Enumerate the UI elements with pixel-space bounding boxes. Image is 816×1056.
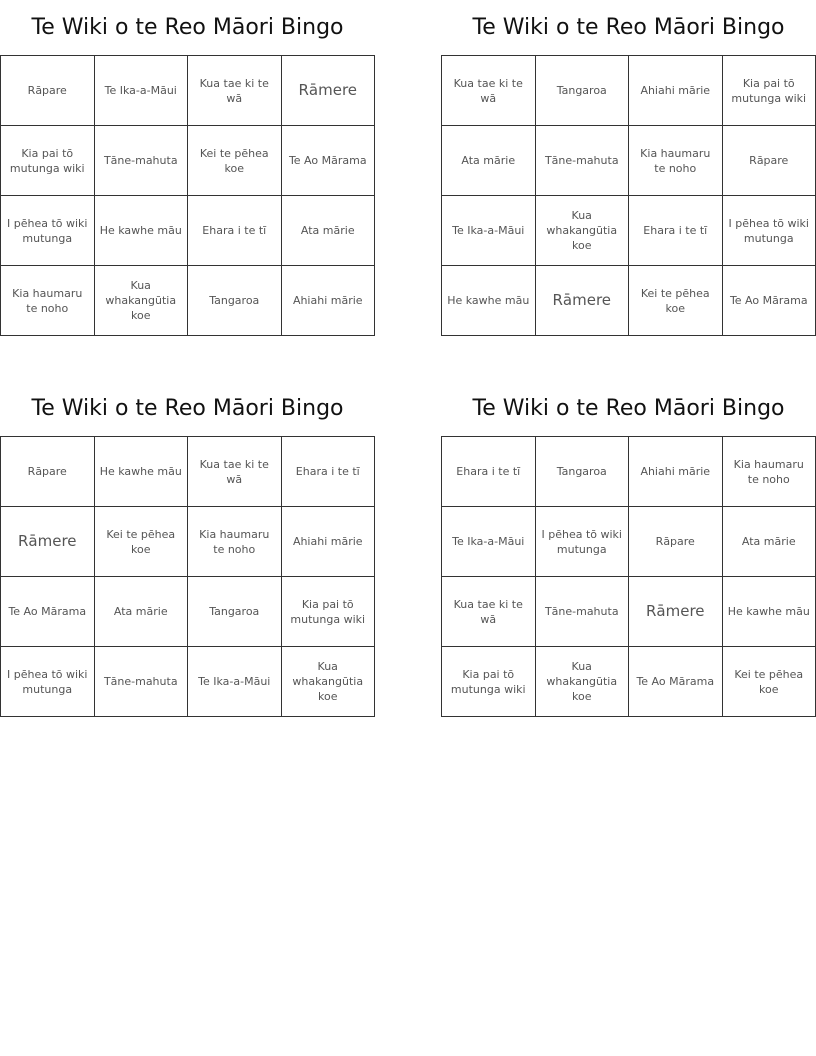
bingo-cell: Ata mārie [442, 126, 536, 196]
bingo-cell: He kawhe māu [95, 196, 189, 266]
bingo-cell: Rāmere [629, 577, 723, 647]
card-title: Te Wiki o te Reo Māori Bingo [31, 15, 344, 40]
bingo-cell: Kei te pēhea koe [723, 647, 816, 717]
bingo-cell: He kawhe māu [442, 266, 536, 336]
bingo-cell: Te Ika-a-Māui [188, 647, 282, 717]
bingo-cell: Ahiahi mārie [282, 266, 376, 336]
bingo-cell: Kia haumaru te noho [629, 126, 723, 196]
bingo-cell: Ahiahi mārie [629, 56, 723, 126]
bingo-cell: Ata mārie [282, 196, 376, 266]
card-title: Te Wiki o te Reo Māori Bingo [472, 15, 785, 40]
bingo-grid [441, 55, 816, 336]
bingo-cell: Tāne-mahuta [536, 126, 630, 196]
bingo-cell: Rāmere [536, 266, 630, 336]
bingo-cell: Kia pai tō mutunga wiki [723, 56, 816, 126]
bingo-cell: Ata mārie [723, 507, 816, 577]
bingo-cell: Tāne-mahuta [95, 126, 189, 196]
bingo-cell: Ehara i te tī [188, 196, 282, 266]
bingo-cell: Te Ika-a-Māui [442, 196, 536, 266]
bingo-cell: Kia haumaru te noho [1, 266, 95, 336]
bingo-cell: Te Ika-a-Māui [95, 56, 189, 126]
bingo-cell: Kia pai tō mutunga wiki [1, 126, 95, 196]
bingo-cell: He kawhe māu [723, 577, 816, 647]
bingo-cell: Tangaroa [536, 56, 630, 126]
bingo-cell: I pēhea tō wiki mutunga [723, 196, 816, 266]
bingo-grid [0, 436, 375, 717]
bingo-cell: Kia pai tō mutunga wiki [282, 577, 376, 647]
bingo-cell: Kia haumaru te noho [723, 437, 816, 507]
bingo-cell: Rāpare [723, 126, 816, 196]
bingo-cell: Ahiahi mārie [282, 507, 376, 577]
bingo-grid [0, 55, 375, 336]
bingo-cell: Tāne-mahuta [95, 647, 189, 717]
bingo-card [0, 0, 375, 322]
bingo-cell: Ata mārie [95, 577, 189, 647]
bingo-cell: Ehara i te tī [442, 437, 536, 507]
bingo-cell: Kei te pēhea koe [629, 266, 723, 336]
bingo-cell: I pēhea tō wiki mutunga [1, 196, 95, 266]
bingo-cell: Rāmere [1, 507, 95, 577]
bingo-card [441, 0, 816, 315]
card-title: Te Wiki o te Reo Māori Bingo [472, 396, 785, 421]
bingo-card [441, 381, 816, 703]
bingo-grid [441, 436, 816, 717]
bingo-cell: Te Ao Mārama [282, 126, 376, 196]
bingo-cell: Kua tae ki te wā [442, 56, 536, 126]
bingo-cell: Kua tae ki te wā [188, 437, 282, 507]
bingo-cell: Tangaroa [188, 266, 282, 336]
bingo-cell: Te Ao Mārama [1, 577, 95, 647]
bingo-cell: Tangaroa [536, 437, 630, 507]
bingo-cell: Rāpare [1, 56, 95, 126]
bingo-cell: Kei te pēhea koe [188, 126, 282, 196]
bingo-cell: Kia haumaru te noho [188, 507, 282, 577]
bingo-cell: Kua whakangūtia koe [282, 647, 376, 717]
bingo-cell: Rāmere [282, 56, 376, 126]
bingo-cell: He kawhe māu [95, 437, 189, 507]
bingo-cell: Rāpare [1, 437, 95, 507]
bingo-card [0, 381, 375, 703]
bingo-cell: Ehara i te tī [629, 196, 723, 266]
bingo-cell: Kua tae ki te wā [188, 56, 282, 126]
bingo-cell: Te Ao Mārama [629, 647, 723, 717]
bingo-cell: Kua whakangūtia koe [536, 647, 630, 717]
bingo-cell: Tāne-mahuta [536, 577, 630, 647]
bingo-cell: Tangaroa [188, 577, 282, 647]
bingo-cell: Kua whakangūtia koe [95, 266, 189, 336]
bingo-cell: Kei te pēhea koe [95, 507, 189, 577]
bingo-cell: Ehara i te tī [282, 437, 376, 507]
card-title: Te Wiki o te Reo Māori Bingo [31, 396, 344, 421]
bingo-cell: Kua tae ki te wā [442, 577, 536, 647]
bingo-cell: Ahiahi mārie [629, 437, 723, 507]
bingo-cell: Te Ao Mārama [723, 266, 816, 336]
bingo-cell: I pēhea tō wiki mutunga [1, 647, 95, 717]
bingo-cell: Kua whakangūtia koe [536, 196, 630, 266]
bingo-cell: Kia pai tō mutunga wiki [442, 647, 536, 717]
bingo-cell: I pēhea tō wiki mutunga [536, 507, 630, 577]
bingo-cell: Te Ika-a-Māui [442, 507, 536, 577]
bingo-cell: Rāpare [629, 507, 723, 577]
